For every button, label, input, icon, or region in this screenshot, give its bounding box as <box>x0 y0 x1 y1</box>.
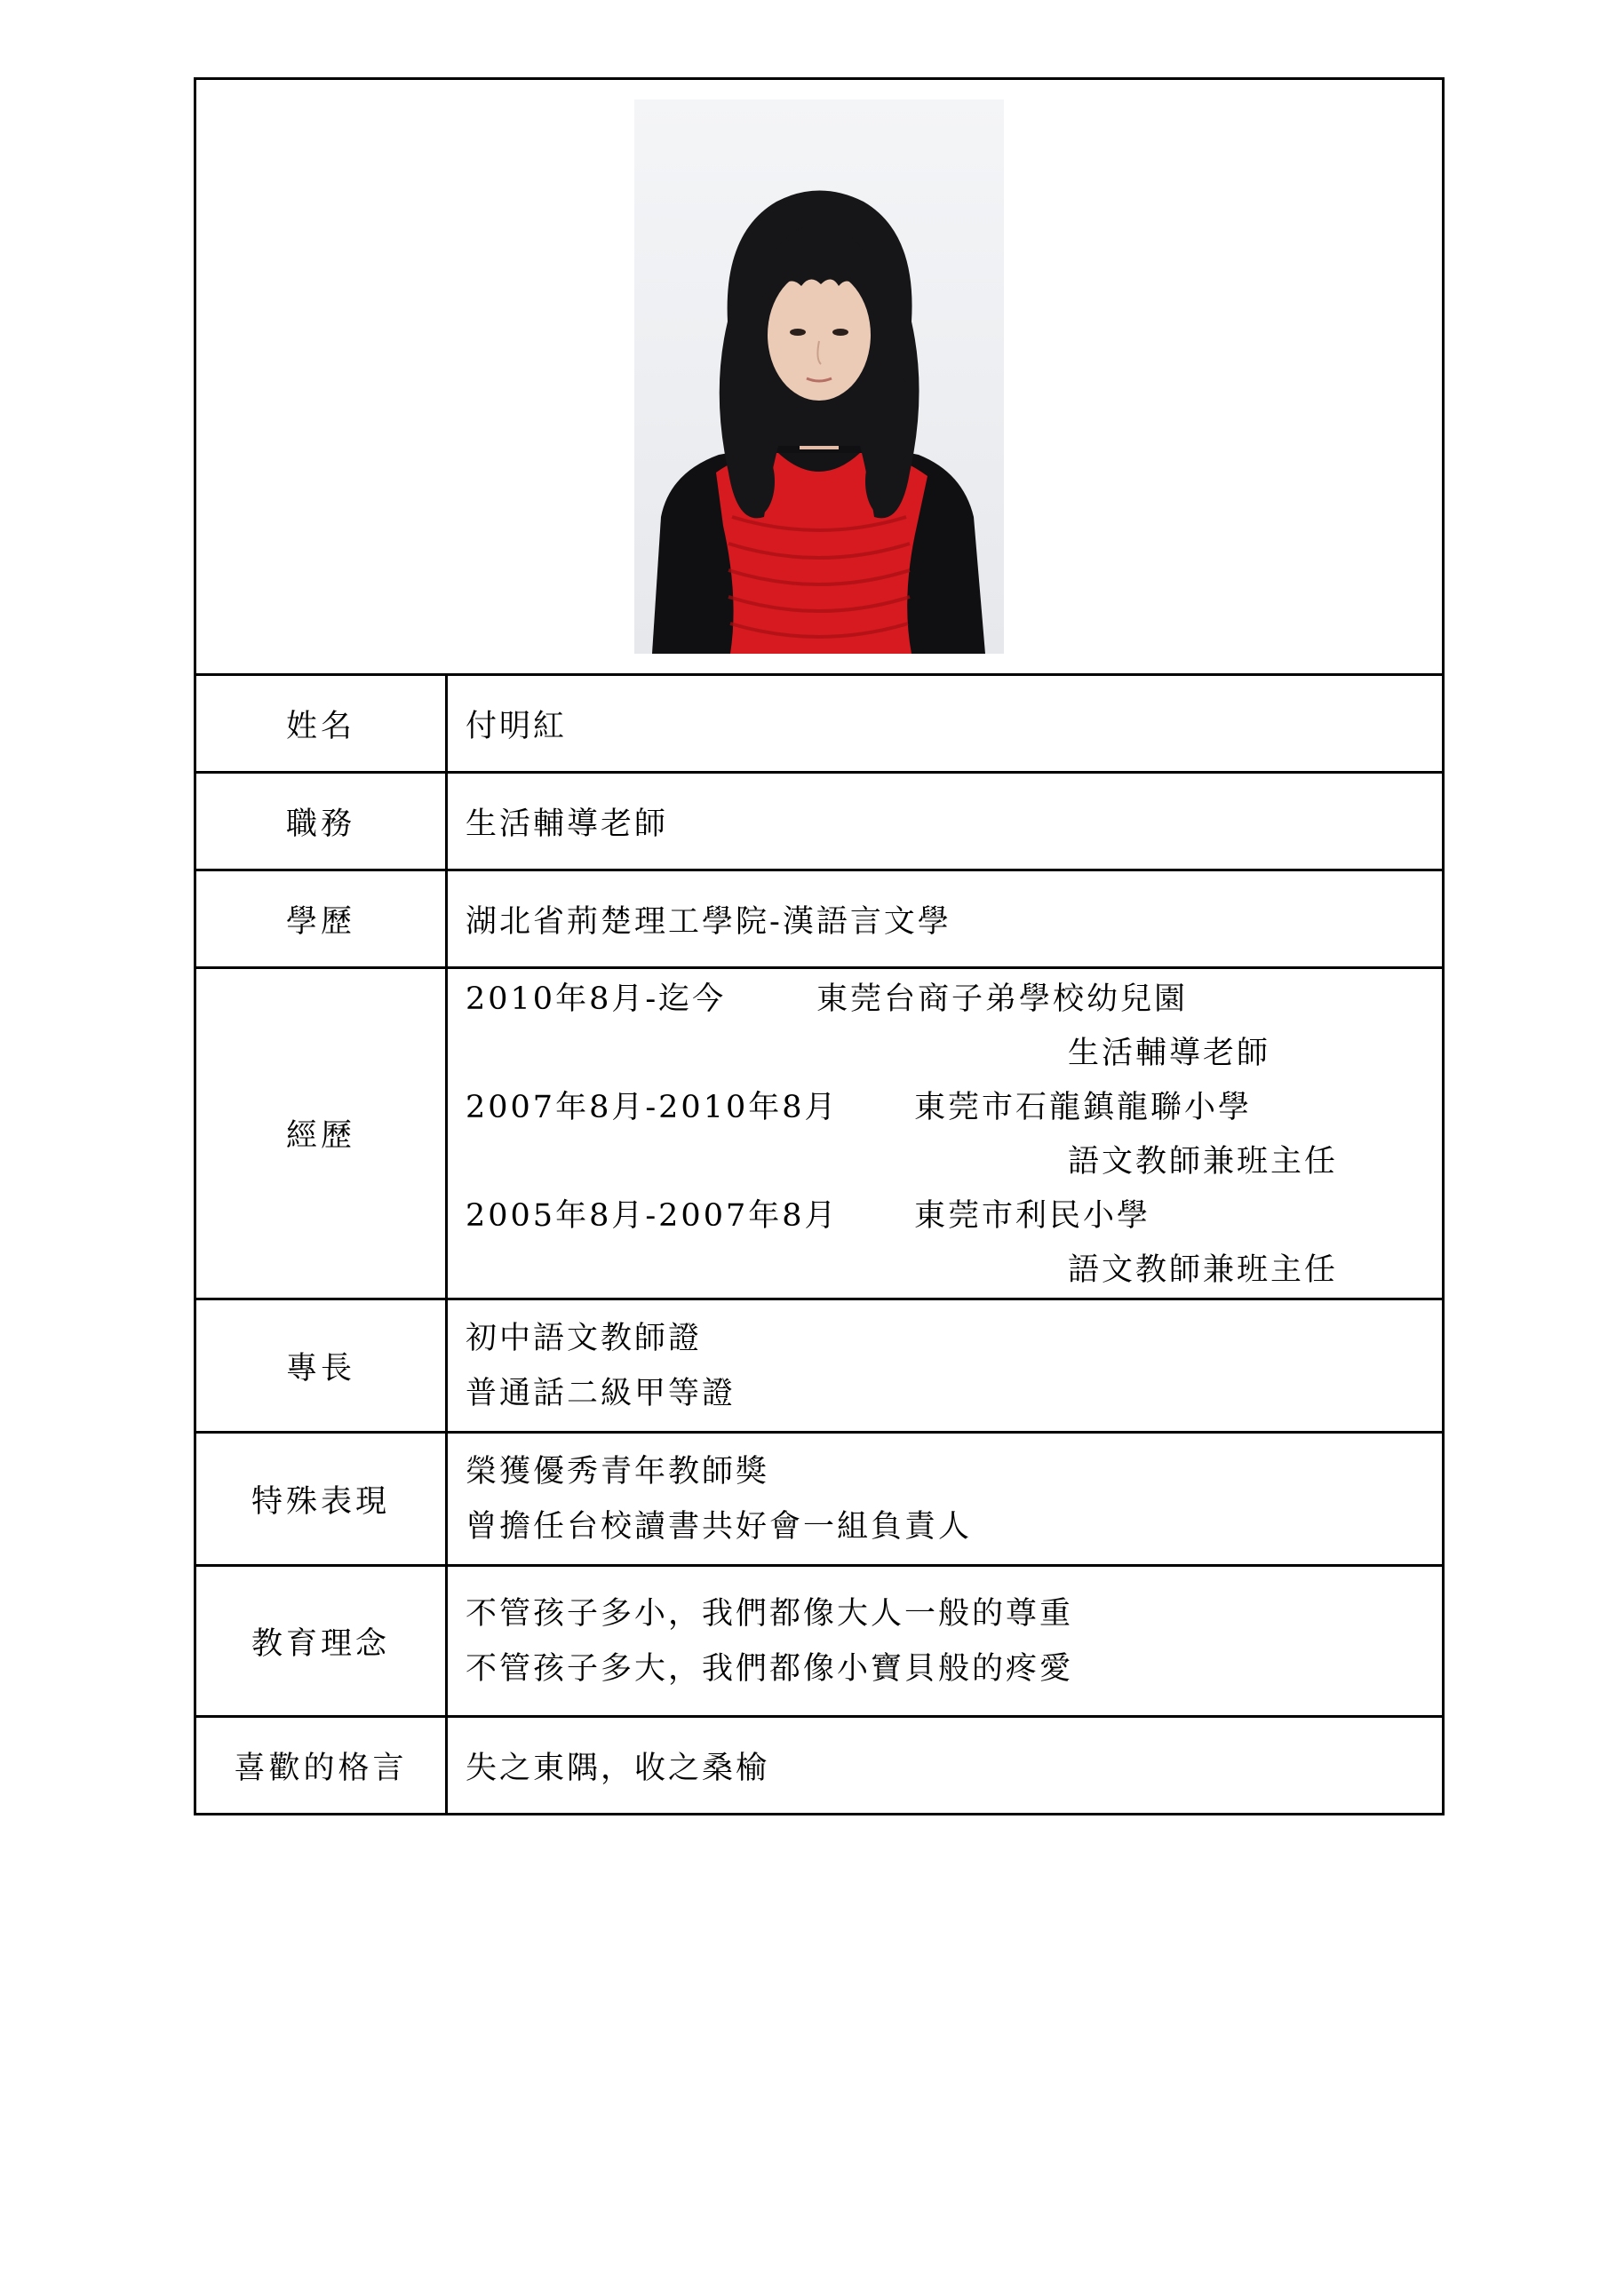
experience-row <box>195 968 1444 1299</box>
philosophy-line: 不管孩子多大，我們都像小寶貝般的疼愛 <box>466 1650 1074 1687</box>
photo-cell <box>195 79 1444 675</box>
portrait-illustration <box>634 99 1004 654</box>
experience-value <box>447 968 1444 1299</box>
specialty-line: 普通話二級甲等證 <box>466 1375 736 1411</box>
teacher-portrait-photo <box>634 99 1004 654</box>
position-row <box>195 773 1444 870</box>
specialty-line: 初中語文教師證 <box>466 1320 703 1356</box>
experience-date: 2010年8月-迄今 <box>466 981 727 1017</box>
position-label: 職務 <box>195 773 447 870</box>
experience-list <box>466 969 1442 1298</box>
experience-role: 語文教師兼班主任 <box>1068 1144 1339 1180</box>
motto-label: 喜歡的格言 <box>195 1717 447 1815</box>
motto-value: 失之東隅，收之桑榆 <box>447 1717 1444 1815</box>
achievement-line: 榮獲優秀青年教師獎 <box>466 1453 770 1490</box>
experience-entry <box>466 1189 1442 1298</box>
education-label: 學歷 <box>195 870 447 968</box>
philosophy-value <box>447 1566 1444 1717</box>
name-row <box>195 675 1444 773</box>
experience-organization: 東莞市石龍鎮龍聯小學 <box>914 1090 1253 1125</box>
specialty-value <box>447 1299 1444 1433</box>
specialty-label: 專長 <box>195 1299 447 1433</box>
experience-role: 語文教師兼班主任 <box>1068 1252 1339 1288</box>
achievement-line: 曾擔任台校讀書共好會一組負責人 <box>466 1508 973 1545</box>
experience-organization: 東莞市利民小學 <box>914 1198 1151 1234</box>
achievements-value <box>447 1433 1444 1566</box>
experience-organization: 東莞台商子弟學校幼兒園 <box>816 981 1189 1017</box>
education-value: 湖北省荊楚理工學院-漢語言文學 <box>447 870 1444 968</box>
experience-role: 生活輔導老師 <box>1068 1036 1271 1071</box>
specialty-row <box>195 1299 1444 1433</box>
motto-row <box>195 1717 1444 1815</box>
achievements-row <box>195 1433 1444 1566</box>
experience-label: 經歷 <box>195 968 447 1299</box>
teacher-profile-table <box>194 77 1445 1815</box>
experience-date: 2007年8月-2010年8月 <box>466 1090 839 1125</box>
philosophy-line: 不管孩子多小，我們都像大人一般的尊重 <box>466 1595 1074 1632</box>
education-row <box>195 870 1444 968</box>
name-label: 姓名 <box>195 675 447 773</box>
name-value: 付明紅 <box>447 675 1444 773</box>
experience-date: 2005年8月-2007年8月 <box>466 1198 839 1234</box>
achievements-label: 特殊表現 <box>195 1433 447 1566</box>
experience-entry <box>466 1081 1442 1189</box>
philosophy-label: 教育理念 <box>195 1566 447 1717</box>
experience-entry <box>466 973 1442 1081</box>
philosophy-row <box>195 1566 1444 1717</box>
photo-row <box>195 79 1444 675</box>
position-value: 生活輔導老師 <box>447 773 1444 870</box>
